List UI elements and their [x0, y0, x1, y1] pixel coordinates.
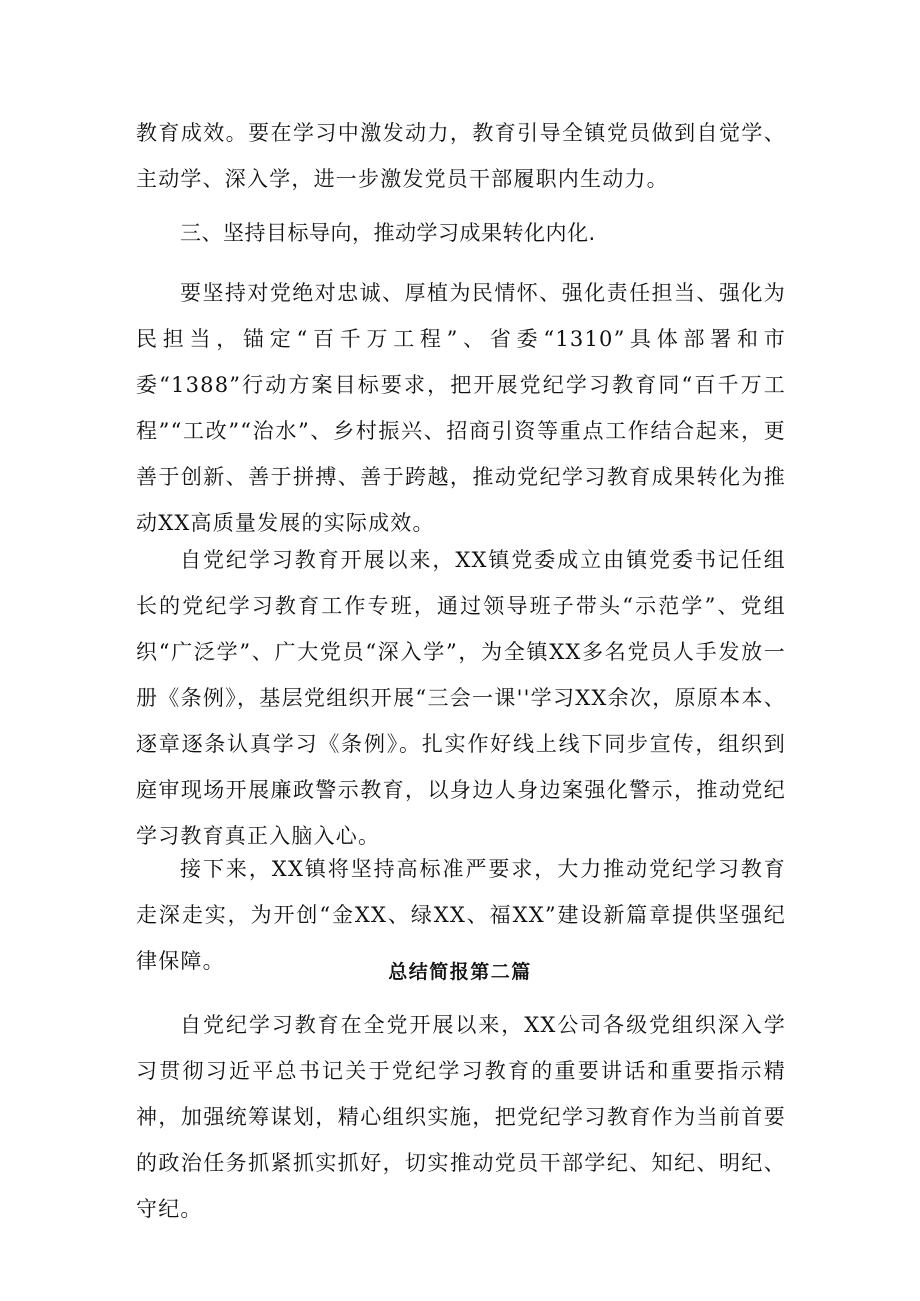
- section-heading-3: 三、坚持目标导向，推动学习成果转化内化.: [180, 221, 596, 245]
- paragraph-company-intro: 自党纪学习教育在全党开展以来，XX公司各级党组织深入学习贯彻习近平总书记关于党纪学习教育的重要讲话和重要指示精神，加强统筹谋划，精心组织实施，把党纪学习教育作为当前首要的政治任务抓紧抓实抓好，切实推动党员干部学纪、知纪、明纪、守纪。: [136, 1013, 786, 1221]
- article-subtitle: 总结简报第二篇: [388, 961, 532, 983]
- paragraph-next-steps: 接下来，XX镇将坚持高标准严要求，大力推动党纪学习教育走深走实，为开创“金XX、绿XX、福XX”建设新篇章提供坚强纪律保障。: [136, 857, 786, 973]
- paragraph-goal-orientation: 要坚持对党绝对忠诚、厚植为民情怀、强化责任担当、强化为民担当，锚定“百千万工程”、省委“1310”具体部署和市委“1388”行动方案目标要求，把开展党纪学习教育同“百千万工程”“工改”“治水”、乡村振兴、招商引资等重点工作结合起来，更善于创新、善于拼搏、善于跨越，推动党纪学习教育成果转化为推动XX高质量发展的实际成效。: [136, 281, 786, 535]
- paragraph-town-progress: 自党纪学习教育开展以来，XX镇党委成立由镇党委书记任组长的党纪学习教育工作专班，通过领导班子带头“示范学”、党组织“广泛学”、广大党员“深入学”，为全镇XX多名党员人手发放一册《条例》，基层党组织开展“三会一课''学习XX余次，原原本本、逐章逐条认真学习《条例》。扎实作好线上线下同步宣传，组织到庭审现场开展廉政警示教育，以身边人身边案强化警示，推动党纪学习教育真正入脑入心。: [136, 548, 786, 848]
- paragraph-continuation: 教育成效。要在学习中激发动力，教育引导全镇党员做到自觉学、主动学、深入学，进一步激发党员干部履职内生动力。: [136, 121, 786, 191]
